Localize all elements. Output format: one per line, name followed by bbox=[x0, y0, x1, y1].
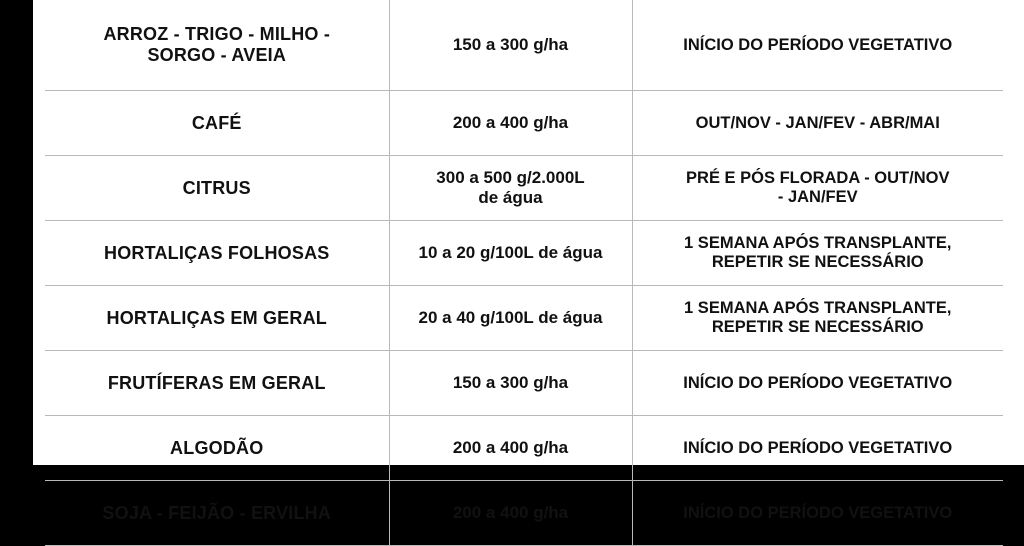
cell-timing-line1: 1 SEMANA APÓS TRANSPLANTE, bbox=[684, 299, 952, 318]
cell-timing-line2: REPETIR SE NECESSÁRIO bbox=[711, 253, 924, 271]
cell-crop bbox=[45, 286, 389, 351]
cell-crop-line1: HORTALIÇAS EM GERAL bbox=[106, 307, 327, 328]
table-row bbox=[45, 91, 1003, 156]
cell-timing bbox=[632, 156, 1003, 221]
cell-crop-line2: SORGO - AVEIA bbox=[147, 45, 287, 65]
table-sheet bbox=[33, 0, 1024, 523]
cell-dose-line2: de água bbox=[478, 188, 543, 207]
cell-timing bbox=[632, 481, 1003, 546]
cell-crop bbox=[45, 0, 389, 91]
cell-dose bbox=[389, 156, 632, 221]
cell-timing-line1: PRÉ E PÓS FLORADA - OUT/NOV bbox=[686, 169, 950, 188]
table-row bbox=[45, 416, 1003, 481]
cell-crop bbox=[45, 156, 389, 221]
cell-timing-line1: INÍCIO DO PERÍODO VEGETATIVO bbox=[683, 35, 953, 54]
cell-crop bbox=[45, 481, 389, 546]
cell-crop-line1: ALGODÃO bbox=[170, 437, 264, 458]
cell-timing-line1: INÍCIO DO PERÍODO VEGETATIVO bbox=[683, 503, 953, 522]
cell-timing-line2: REPETIR SE NECESSÁRIO bbox=[711, 318, 924, 336]
cell-crop-line1: ARROZ - TRIGO - MILHO - bbox=[103, 24, 331, 45]
cell-crop bbox=[45, 351, 389, 416]
cell-timing bbox=[632, 221, 1003, 286]
cell-crop-line1: CAFÉ bbox=[191, 112, 242, 133]
cell-dose bbox=[389, 0, 632, 91]
cell-dose bbox=[389, 91, 632, 156]
cell-crop-line1: SOJA - FEIJÃO - ERVILHA bbox=[102, 502, 332, 523]
cell-crop bbox=[45, 221, 389, 286]
cell-dose-line1: 20 a 40 g/100L de água bbox=[418, 308, 603, 328]
cell-crop bbox=[45, 91, 389, 156]
cell-crop-line1: CITRUS bbox=[182, 177, 251, 198]
cell-dose-line1: 300 a 500 g/2.000L bbox=[436, 168, 585, 188]
cell-dose bbox=[389, 416, 632, 481]
cell-timing bbox=[632, 351, 1003, 416]
table-row bbox=[45, 286, 1003, 351]
table-row bbox=[45, 156, 1003, 221]
table-row bbox=[45, 0, 1003, 91]
cell-dose-line1: 200 a 400 g/ha bbox=[452, 503, 569, 523]
cell-timing-line1: 1 SEMANA APÓS TRANSPLANTE, bbox=[684, 234, 952, 253]
cell-timing-line1: INÍCIO DO PERÍODO VEGETATIVO bbox=[683, 373, 953, 392]
table-row bbox=[45, 221, 1003, 286]
cell-crop-line1: HORTALIÇAS FOLHOSAS bbox=[104, 242, 330, 263]
cell-dose-line1: 10 a 20 g/100L de água bbox=[418, 243, 603, 263]
cell-timing bbox=[632, 286, 1003, 351]
cell-crop-line1: FRUTÍFERAS EM GERAL bbox=[107, 372, 326, 393]
cell-dose bbox=[389, 221, 632, 286]
cell-dose-line1: 200 a 400 g/ha bbox=[452, 438, 569, 458]
cell-timing bbox=[632, 91, 1003, 156]
cell-timing-line2: - JAN/FEV bbox=[777, 188, 858, 206]
cell-timing bbox=[632, 416, 1003, 481]
cell-dose bbox=[389, 351, 632, 416]
cell-dose-line1: 200 a 400 g/ha bbox=[452, 113, 569, 133]
cell-dose bbox=[389, 286, 632, 351]
cell-timing-line1: OUT/NOV - JAN/FEV - ABR/MAI bbox=[695, 113, 940, 132]
cell-timing-line1: INÍCIO DO PERÍODO VEGETATIVO bbox=[683, 438, 953, 457]
table-row bbox=[45, 351, 1003, 416]
cell-crop bbox=[45, 416, 389, 481]
table-row bbox=[45, 481, 1003, 546]
dosage-table bbox=[45, 0, 1003, 546]
cell-dose-line1: 150 a 300 g/ha bbox=[452, 35, 569, 55]
cell-dose bbox=[389, 481, 632, 546]
cell-dose-line1: 150 a 300 g/ha bbox=[452, 373, 569, 393]
cell-timing bbox=[632, 0, 1003, 91]
